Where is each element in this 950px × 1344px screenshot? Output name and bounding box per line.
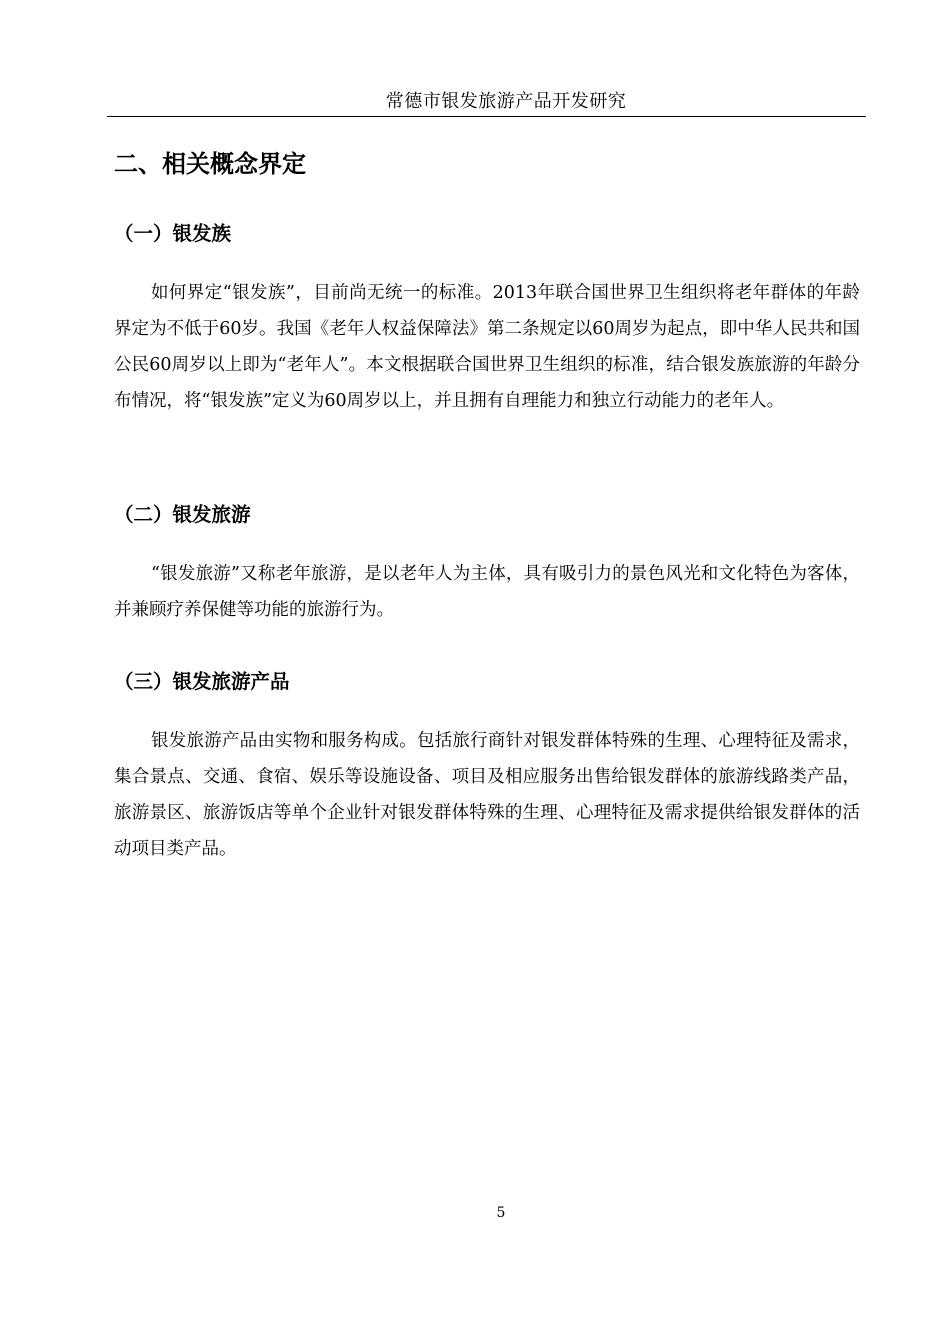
subsection-title-silver-generation: （一）银发族 (114, 222, 232, 245)
subsection-title-silver-tourism-products: （三）银发旅游产品 (114, 670, 290, 693)
paragraph-silver-tourism-products: 银发旅游产品由实物和服务构成。包括旅行商针对银发群体特殊的生理、心理特征及需求，集合景点、交通、食宿、娱乐等设施设备、项目及相应服务出售给银发群体的旅游线路类产品，旅游景区、旅游饭店等单个企业针对银发群体特殊的生理、心理特征及需求提供给银发群体的活动项目类产品。 (114, 731, 860, 859)
subsection-title-silver-tourism: （二）银发旅游 (114, 503, 251, 526)
running-header: 常德市银发旅游产品开发研究 (385, 91, 627, 112)
section-title: 二、相关概念界定 (114, 150, 306, 178)
page-number: 5 (496, 1205, 506, 1221)
paragraph-silver-generation: 如何界定“银发族”，目前尚无统一的标准。2013年联合国世界卫生组织将老年群体的年龄界定为不低于60岁。我国《老年人权益保障法》第二条规定以60周岁为起点，即中华人民共和国公民60周岁以上即为“老年人”。本文根据联合国世界卫生组织的标准，结合银发族旅游的年龄分布情况，将“银发族”定义为60周岁以上，并且拥有自理能力和独立行动能力的老年人。 (114, 283, 860, 411)
paragraph-silver-tourism: “银发旅游”又称老年旅游，是以老年人为主体，具有吸引力的景色风光和文化特色为客体，并兼顾疗养保健等功能的旅游行为。 (114, 564, 860, 620)
header-rule (107, 116, 866, 117)
